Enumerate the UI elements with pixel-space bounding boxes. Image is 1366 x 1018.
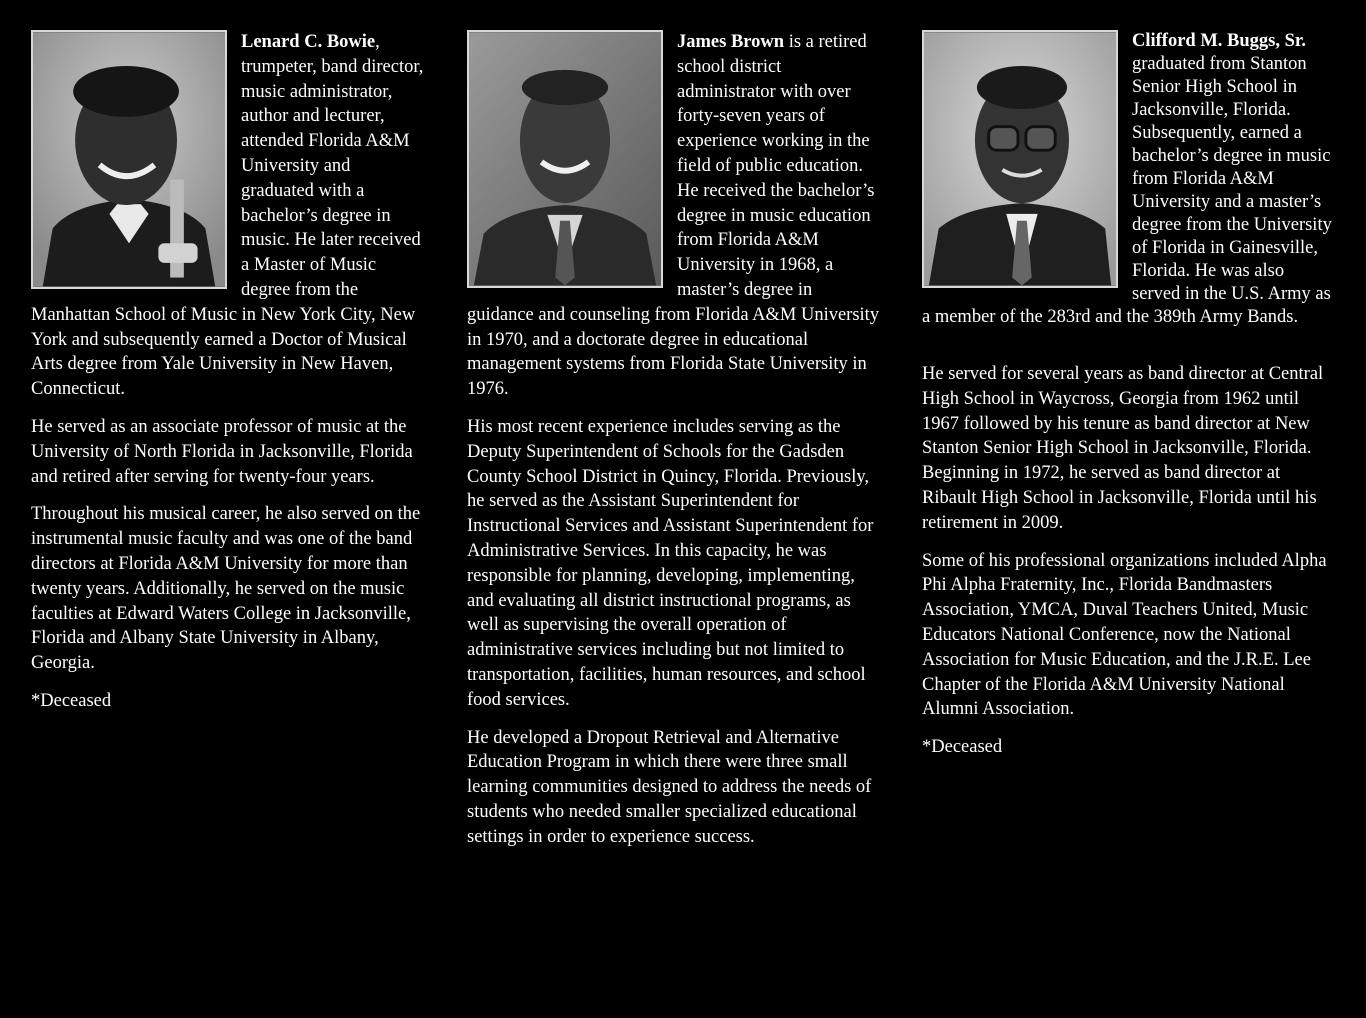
bio-james-brown xyxy=(467,30,883,863)
bio-paragraph: Some of his professional organizations included Alpha Phi Alpha Fraternity, Inc., Florida Bandmasters Association, YMCA, Duval Teachers United, Music Educators National Conference, now the National Association for Music Education, and the J.R.E. Lee Chapter of the Florida A&M University National Alumni Association. xyxy=(922,550,1327,720)
deceased-note: *Deceased xyxy=(922,737,1003,758)
portrait-photo-buggs xyxy=(922,30,1118,288)
intro-text: , trumpeter, band director, music administrator, author and lecturer, attended Florida A&M University and graduated with a bachelor’s degree in music. He later received a Master of Music degree from the Manhattan School of Music in New York City, New York and subsequently earned a Doctor of Musical Arts degree from Yale University in New Haven, Connecticut. xyxy=(31,32,424,400)
portrait-photo-icon xyxy=(33,32,225,287)
person-name: Clifford M. Buggs, Sr. xyxy=(1132,31,1307,51)
bio-lenard-bowie xyxy=(31,30,427,727)
portrait-photo-icon xyxy=(924,32,1116,286)
bio-paragraph: His most recent experience includes serving as the Deputy Superintendent of Schools for the Gadsden County School District in Quincy, Florida. Previously, he served as the Assistant Superintendent for Instructional Services and Assistant Superintendent for Administrative Services. In this capacity, he was responsible for planning, developing, implementing, and evaluating all district instructional programs, as well as supervising the overall operation of administrative services including but not limited to transportation, facilities, human resources, and school food services. xyxy=(467,416,874,710)
person-name: Lenard C. Bowie xyxy=(241,32,376,52)
bio-paragraph: He served for several years as band director at Central High School in Waycross, Georgia from 1962 until 1967 followed by his tenure as band director at New Stanton Senior High School in Jacksonville, Florida. Beginning in 1972, he served as band director at Ribault High School in Jacksonville, Florida until his retirement in 2009. xyxy=(922,364,1324,533)
intro-text: is a retired school district administrator with over forty-seven years of experience working in the field of public education. He received the bachelor’s degree in music education from Florida A&M University in 1968, a master’s degree in guidance and counseling from Florida A&M University in 1970, and a doctorate degree in educational management systems from Florida State University in 1976. xyxy=(467,32,880,400)
person-name: James Brown xyxy=(677,32,785,52)
bio-paragraph: Throughout his musical career, he also served on the instrumental music faculty and was one of the band directors at Florida A&M University for more than twenty years. Additionally, he served on the music faculties at Edward Waters College in Jacksonville, Florida and Albany State University in Albany, Georgia. xyxy=(31,504,421,674)
portrait-photo-brown xyxy=(467,30,663,288)
paragraph-gap xyxy=(922,342,1336,362)
deceased-note: *Deceased xyxy=(31,690,112,711)
bio-clifford-buggs xyxy=(922,30,1336,773)
bio-paragraph: He served as an associate professor of music at the University of North Florida in Jacksonville, Florida and retired after serving for twenty-four years. xyxy=(31,416,413,487)
portrait-photo-bowie xyxy=(31,30,227,289)
intro-text: graduated from Stanton Senior High School in Jacksonville, Florida. Subsequently, earned a bachelor’s degree in music from Florida A&M University and a master’s degree from the University of Florida in Gainesville, Florida. He was also served in the U.S. Army as a member of the 283rd and the 389th Army Bands. xyxy=(922,54,1332,327)
portrait-photo-icon xyxy=(469,32,661,286)
bio-paragraph: He developed a Dropout Retrieval and Alternative Education Program in which there were three small learning communities designed to address the needs of students who needed smaller specialized educational settings in order to experience success. xyxy=(467,727,872,847)
